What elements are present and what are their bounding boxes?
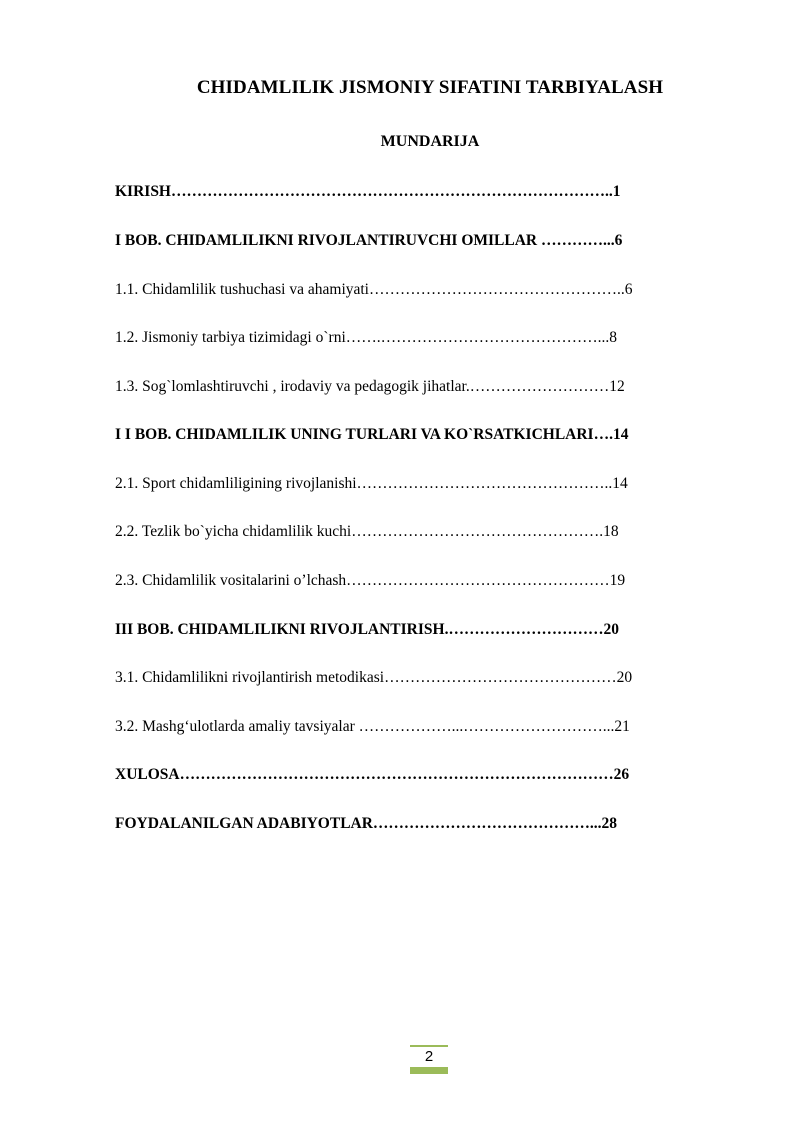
toc-entry-kirish: KIRISH…………………………………………………………………………..1	[115, 183, 621, 200]
toc-entry-2-1: 2.1. Sport chidamliligining rivojlanishi…………………………………………..14	[115, 475, 628, 492]
toc-entry-1-2: 1.2. Jismoniy tarbiya tizimidagi o`rni…….……………………………………...8	[115, 329, 617, 346]
toc-entry-2-2: 2.2. Tezlik bo`yicha chidamlilik kuchi………………………………………….18	[115, 523, 619, 540]
toc-entry-xulosa: XULOSA…………………………………………………………………………26	[115, 766, 630, 783]
toc-entry-adabiyotlar: FOYDALANILGAN ADABIYOTLAR……………………………………...28	[115, 815, 618, 832]
page-number: 2	[424, 1048, 434, 1065]
toc-entry-3-2: 3.2. Mashg‘ulotlarda amaliy tavsiyalar ………………...………………………...21	[115, 718, 630, 735]
toc-entry-1-3: 1.3. Sog`lomlashtiruvchi , irodaviy va pedagogik jihatlar.………………………12	[115, 378, 625, 395]
toc-heading: MUNDARIJA	[380, 133, 480, 150]
page-number-top-rule	[410, 1045, 448, 1047]
toc-entry-2-3: 2.3. Chidamlilik vositalarini o’lchash……………………………………………19	[115, 572, 626, 589]
toc-entry-3-1: 3.1. Chidamlilikni rivojlantirish metodikasi………………………………………20	[115, 669, 633, 686]
page-number-bottom-bar	[410, 1067, 448, 1074]
document-title: CHIDAMLILIK JISMONIY SIFATINI TARBIYALASH	[196, 77, 664, 98]
toc-entry-chapter-1: I BOB. CHIDAMLILIKNI RIVOJLANTIRUVCHI OMILLAR …………...6	[115, 232, 623, 249]
toc-entry-1-1: 1.1. Chidamlilik tushuchasi va ahamiyati…………………………………………..6	[115, 281, 633, 298]
toc-entry-chapter-2: I I BOB. CHIDAMLILIK UNING TURLARI VA KO`RSATKICHLARI….14	[115, 426, 629, 443]
page-number-footer	[410, 1045, 448, 1075]
toc-entry-chapter-3: III BOB. CHIDAMLILIKNI RIVOJLANTIRISH.…………………………20	[115, 621, 619, 638]
